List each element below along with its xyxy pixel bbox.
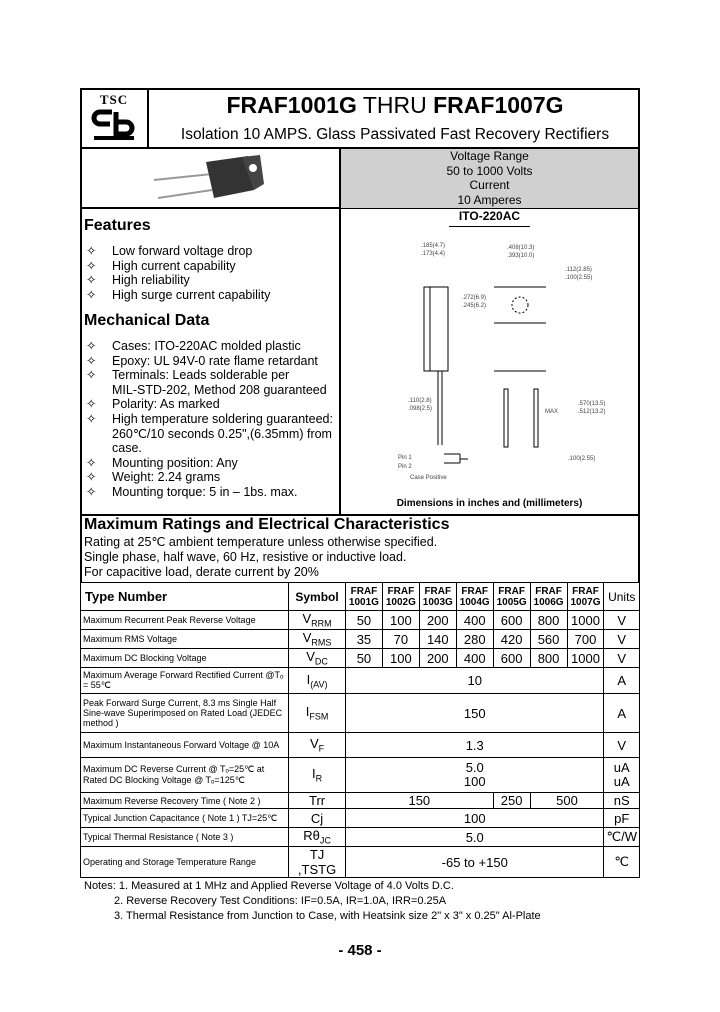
dimension-label: .110(2.8) — [408, 398, 432, 404]
header-units: Units — [604, 583, 640, 611]
unit-cell: A — [604, 668, 640, 694]
list-item — [86, 273, 270, 288]
value-cell: 50 — [345, 611, 382, 630]
header-part: FRAF 1004G — [456, 583, 493, 611]
unit-cell: V — [604, 630, 640, 649]
dimension-label: .100(2.55) — [568, 456, 596, 462]
item-text: case. — [112, 441, 142, 456]
bullet-icon — [86, 383, 112, 398]
item-text: Mounting position: Any — [112, 455, 238, 470]
parameter-cell: Maximum Recurrent Peak Reverse Voltage — [81, 611, 289, 630]
value-cell: 400 — [456, 649, 493, 668]
bullet-icon — [86, 427, 112, 442]
dimension-label: .245(6.2) — [462, 303, 487, 309]
symbol-cell: $V_{DC}$ — [289, 649, 346, 668]
features-heading: Features — [84, 217, 151, 234]
value-cell: 560 — [530, 630, 567, 649]
value-cell: 100 — [382, 611, 419, 630]
dimension-label: .570(13.5) — [578, 401, 606, 407]
table-row — [81, 733, 640, 758]
bullet-icon: ✧ — [86, 258, 97, 273]
symbol-cell: $V_{RRM}$ — [289, 611, 346, 630]
dimension-label: .100(2.55) — [565, 275, 593, 281]
symbol-cell: Cj — [289, 809, 346, 828]
item-text: High surge current capability — [112, 287, 271, 302]
spec-line: 10 Amperes — [457, 192, 522, 207]
symbol-cell: $I_{(AV)}$ — [289, 668, 346, 694]
item-text: Polarity: As marked — [112, 397, 220, 412]
pin-label: Pin 1 — [398, 455, 412, 461]
symbol-cell: $V_{RMS}$ — [289, 630, 346, 649]
symbol-cell: $I_{FSM}$ — [289, 694, 346, 733]
value-cell: 500 — [530, 793, 604, 809]
condition-line: Rating at 25℃ ambient temperature unless otherwise specified. — [84, 535, 438, 549]
list-item — [86, 368, 333, 383]
ratings-table — [80, 582, 640, 878]
spec-line: 50 to 1000 Volts — [446, 163, 533, 178]
notes — [80, 878, 640, 925]
header-part: FRAF 1003G — [419, 583, 456, 611]
value-cell: 200 — [419, 649, 456, 668]
symbol-cell: $V_F$ — [289, 733, 346, 758]
list-item — [86, 288, 270, 303]
bullet-icon: ✧ — [86, 484, 97, 499]
value-cell: 100 — [345, 809, 603, 828]
diagram-caption: Dimensions in inches and (millimeters) — [396, 498, 583, 509]
value-cell: 5.0 100 — [345, 758, 603, 793]
ratings-section — [80, 582, 640, 925]
note: Notes: 1. Measured at 1 MHz and Applied Reverse Voltage of 4.0 Volts D.C. — [84, 880, 454, 892]
item-text: Epoxy: UL 94V-0 rate flame retardant — [112, 353, 318, 368]
item-text: Terminals: Leads solderable per — [112, 368, 290, 383]
table-row — [81, 828, 640, 847]
bullet-icon — [86, 441, 112, 456]
table-row — [81, 847, 640, 878]
parameter-cell: Typical Junction Capacitance ( Note 1 ) TJ=25℃ — [81, 809, 289, 828]
value-cell: 400 — [456, 611, 493, 630]
bullet-icon: ✧ — [86, 339, 97, 353]
item-text: 260℃/10 seconds 0.25",(6.35mm) from — [112, 426, 332, 441]
value-cell: 800 — [530, 649, 567, 668]
page-title: FRAF1001G THRU FRAF1007G — [226, 92, 564, 118]
table-row — [81, 611, 640, 630]
parameter-cell: Maximum Reverse Recovery Time ( Note 2 ) — [81, 793, 289, 809]
bullet-icon: ✧ — [86, 244, 97, 258]
header-part: FRAF 1001G — [345, 583, 382, 611]
bullet-icon: ✧ — [86, 368, 97, 383]
table-row — [81, 694, 640, 733]
unit-cell: A — [604, 694, 640, 733]
item-text: Low forward voltage drop — [112, 244, 253, 258]
item-text: High reliability — [112, 273, 190, 288]
list-item — [86, 456, 333, 471]
item-text: Mounting torque: 5 in – 1bs. max. — [112, 484, 298, 499]
value-cell: 800 — [530, 611, 567, 630]
value-cell: 100 — [382, 649, 419, 668]
table-row — [81, 809, 640, 828]
dimension-label: .098(2.5) — [408, 406, 433, 412]
list-item — [86, 259, 270, 274]
package-name: ITO-220AC — [341, 209, 638, 227]
spec-line: Current — [469, 178, 510, 192]
header-symbol: Symbol — [289, 583, 346, 611]
value-cell: 200 — [419, 611, 456, 630]
parameter-cell: Maximum Instantaneous Forward Voltage @ 10A — [81, 733, 289, 758]
unit-cell: ℃/W — [604, 828, 640, 847]
dimension-label: .185(4.7) — [421, 243, 446, 249]
item-text: High temperature soldering guaranteed: — [112, 411, 333, 426]
bullet-icon: ✧ — [86, 470, 97, 485]
spec-box — [341, 149, 638, 208]
ratings-conditions — [84, 535, 437, 580]
condition-line: For capacitive load, derate current by 20% — [84, 565, 319, 579]
list-item — [86, 354, 333, 369]
list-item — [86, 244, 270, 259]
item-text: MIL-STD-202, Method 208 guaranteed — [112, 382, 327, 397]
header-type: Type Number — [81, 583, 289, 611]
condition-line: Single phase, half wave, 60 Hz, resistive or inductive load. — [84, 550, 407, 564]
value-cell: 140 — [419, 630, 456, 649]
item-text: Cases: ITO-220AC molded plastic — [112, 339, 301, 353]
dimension-label: .173(4.4) — [421, 251, 446, 257]
unit-cell: pF — [604, 809, 640, 828]
value-cell: 600 — [493, 611, 530, 630]
ratings-heading: Maximum Ratings and Electrical Characteristics — [84, 516, 450, 533]
item-text: Weight: 2.24 grams — [112, 470, 221, 485]
unit-cell: V — [604, 611, 640, 630]
table-row — [81, 793, 640, 809]
header-part: FRAF 1005G — [493, 583, 530, 611]
symbol-cell: $R\theta_{JC}$ — [289, 828, 346, 847]
value-cell: 700 — [567, 630, 604, 649]
value-cell: 70 — [382, 630, 419, 649]
list-item — [86, 470, 333, 485]
mechanical-heading: Mechanical Data — [84, 312, 210, 329]
parameter-cell: Peak Forward Surge Current, 8.3 ms Single Half Sine-wave Superimposed on Rated Load (JEDEC method ) — [81, 694, 289, 733]
mechanical-list — [86, 339, 333, 500]
header-part: FRAF 1007G — [567, 583, 604, 611]
dimension-label: .512(13.2) — [578, 409, 606, 415]
logo-text: TSC — [99, 92, 129, 107]
parameter-cell: Typical Thermal Resistance ( Note 3 ) — [81, 828, 289, 847]
value-cell: 420 — [493, 630, 530, 649]
parameter-cell: Operating and Storage Temperature Range — [81, 847, 289, 878]
table-row — [81, 758, 640, 793]
value-cell: 600 — [493, 649, 530, 668]
value-cell: 1000 — [567, 611, 604, 630]
unit-cell: V — [604, 649, 640, 668]
subtitle: Isolation 10 AMPS. Glass Passivated Fast Recovery Rectifiers — [180, 126, 610, 143]
symbol-cell: $I_R$ — [289, 758, 346, 793]
case-label: Case Positive — [410, 475, 447, 481]
value-cell: 10 — [345, 668, 603, 694]
bullet-icon: ✧ — [86, 273, 97, 288]
unit-cell: ℃ — [604, 847, 640, 878]
features-list — [86, 244, 270, 302]
component-photo — [150, 152, 270, 204]
page-number: - 458 - — [338, 942, 382, 959]
note: 2. Reverse Recovery Test Conditions: IF=0.5A, IR=1.0A, IRR=0.25A — [114, 895, 447, 908]
list-item — [86, 383, 333, 398]
value-cell: -65 to +150 — [345, 847, 603, 878]
dimension-label: MAX — [545, 409, 559, 415]
list-item — [86, 412, 333, 427]
value-cell: 1.3 — [345, 733, 603, 758]
list-item — [86, 397, 333, 412]
value-cell: 280 — [456, 630, 493, 649]
symbol-cell: TJ ,TSTG — [289, 847, 346, 878]
divider — [147, 88, 149, 148]
header-part: FRAF 1006G — [530, 583, 567, 611]
value-cell: 150 — [345, 793, 493, 809]
unit-cell: nS — [604, 793, 640, 809]
list-item — [86, 485, 333, 500]
bullet-icon: ✧ — [86, 411, 97, 426]
value-cell: 150 — [345, 694, 603, 733]
value-cell: 1000 — [567, 649, 604, 668]
parameter-cell: Maximum Average Forward Rectified Current @Tₒ = 55℃ — [81, 668, 289, 694]
unit-cell: V — [604, 733, 640, 758]
value-cell: 50 — [345, 649, 382, 668]
bullet-icon: ✧ — [86, 287, 97, 302]
parameter-cell: Maximum RMS Voltage — [81, 630, 289, 649]
table-row — [81, 649, 640, 668]
table-header-row — [81, 583, 640, 611]
table-row — [81, 630, 640, 649]
list-item — [86, 441, 333, 456]
parameter-cell: Maximum DC Blocking Voltage — [81, 649, 289, 668]
logo-mark-icon — [86, 108, 142, 142]
spec-line: Voltage Range — [450, 149, 529, 163]
list-item — [86, 339, 333, 354]
dimension-label: .272(6.9) — [462, 295, 487, 301]
item-text: High current capability — [112, 258, 236, 273]
unit-cell: uA uA — [604, 758, 640, 793]
pin-label: Pin 2 — [398, 464, 412, 470]
parameter-cell: Maximum DC Reverse Current @ Tₒ=25℃ at Rated DC Blocking Voltage @ Tₒ=125℃ — [81, 758, 289, 793]
symbol-cell: Trr — [289, 793, 346, 809]
header-part: FRAF 1002G — [382, 583, 419, 611]
bullet-icon: ✧ — [86, 353, 97, 368]
bullet-icon: ✧ — [86, 455, 97, 470]
tsc-logo — [86, 92, 142, 142]
dimension-label: .408(10.3) — [507, 245, 535, 251]
dimension-label: .393(10.0) — [507, 253, 535, 259]
value-cell: 5.0 — [345, 828, 603, 847]
value-cell: 250 — [493, 793, 530, 809]
dimension-label: .112(2.85) — [565, 267, 592, 273]
list-item — [86, 427, 333, 442]
value-cell: 35 — [345, 630, 382, 649]
bullet-icon: ✧ — [86, 397, 97, 412]
table-row — [81, 668, 640, 694]
note: 3. Thermal Resistance from Junction to Case, with Heatsink size 2" x 3" x 0.25" Al-Plate — [114, 910, 541, 923]
